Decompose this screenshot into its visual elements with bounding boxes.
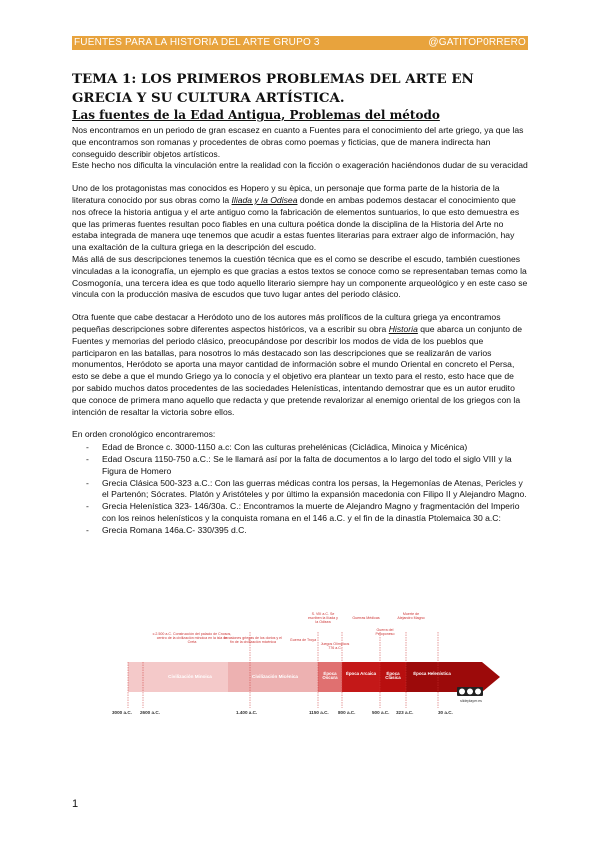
label-arcaica: Época Arcaica: [345, 671, 377, 676]
herodoto-text-b: que abarca un conjunto de Fuentes y memorias del periodo clásico, preocupándose por describir los modos de vida de los pueblos que participaron en las batallas, para nosotros lo más destacado son las descripciones que se realizarán de varios monumentos, Heródoto se aporta una mayor cantidad de información sobre el mundo Oriental en concreto el Persa, esto se debe a que el mundo Griego ya lo conocía y el objetivo era plantear un texto para el resto, esto hace que de por sabido muchos datos procedentes de las sociedades Helenísticas, intentando demostrar que es un autor erudito que conoce de primera mano aquello que redacta y que pretende revalorizar al enemigo oriental de los griegos con la intención de resaltar la victoria sobre ellos.: [72, 323, 523, 417]
section-subtitle: Las fuentes de la Edad Antigua, Problemas del método: [72, 108, 440, 122]
paragraph-herodoto: [72, 312, 528, 418]
label-helenistica: Época Helenística: [413, 671, 451, 676]
date-30: 30 a.C.: [438, 710, 453, 715]
date-500: 500 a.C.: [372, 710, 390, 715]
date-800: 800 a.C.: [338, 710, 356, 715]
segment-arcaica: [342, 662, 380, 692]
paragraph-technique: Más allá de sus descripciones tenemos la cuestión técnica que es el como se describe el escudo, también cuestiones vinculadas a la iconografía, un ejemplo es que gracias a estos textos se conoce como se representaban temas como la Cosmogonía, una tercera idea es que todo aquello literario siempre hay un componente arqueológico y en este caso se vincula con la producción masiva de escudos que tuvo lugar antes del periodo clásico.: [72, 253, 528, 300]
note-troya: Guerra de Troya: [289, 638, 317, 642]
header-author-handle: @GATITOP0RRERO: [428, 37, 526, 48]
date-1150: 1150 a.C.: [309, 710, 329, 715]
note-peloponeso: Guerra del Peloponeso: [375, 628, 395, 637]
list-item: - Grecia Romana 146a.C- 330/395 d.C.: [72, 525, 528, 537]
list-item: - Grecia Helenística 323- 146/30a. C.: Encontramos la muerte de Alejandro Magno y fragmentación del Imperio con los reinos helenísticos y la conquista romana en el 146 a.C. y el fin de la dinastía Ptolemaica 30 a.C:: [72, 501, 528, 525]
herodoto-text-a: Otra fuente que cabe destacar a Heródoto uno de los autores más prolíficos de la cultura griega ya encontramos pequeñas descripciones sobre diferentes aspectos históricos, va a escribir su obra: [72, 312, 501, 334]
paragraph-veracity: Este hecho nos dificulta la vinculación entre la realidad con la ficción o exageración haciéndonos dudar de su veracidad: [72, 160, 528, 171]
document-body: [72, 70, 528, 537]
source-credit: slideplayer.es: [460, 699, 482, 703]
list-item: - Edad de Bronce c. 3000-1150 a.c: Con las culturas prehelénicas (Cicládica, Minoica y Micénica): [72, 442, 528, 454]
page-header: [72, 36, 528, 50]
note-dorios: Invasiones griegas de los dorios y el fin de la civilización micénica: [224, 636, 282, 645]
date-3000: 3000 a.C.: [112, 710, 132, 715]
document-title: TEMA 1: LOS PRIMEROS PROBLEMAS DEL ARTE EN GRECIA Y SU CULTURA ARTÍSTICA.: [72, 71, 474, 106]
list-intro: En orden cronológico encontraremos:: [72, 429, 216, 440]
list-item: - Edad Oscura 1150-750 a.C.: Se le llamará así por la falta de documentos a lo largo del todo el siglo VIII y la Figura de Homero: [72, 454, 528, 478]
chronology-list: [72, 442, 528, 536]
historia-reference: Historia: [388, 323, 418, 334]
label-clasica: Época Clásica: [385, 671, 401, 681]
timeline-figure: [100, 612, 500, 722]
label-micenica: Civilización Micénica: [252, 674, 298, 679]
note-alejandro: Muerte de Alejandro Magno: [397, 612, 425, 621]
list-item: - Grecia Clásica 500-323 a.C.: Con las guerras médicas contra los persas, la Hegemonías de Atenas, Pericles y el Partenón; Sócrates. Platón y Aristóteles y por último la expansión macedonia con Filipo II y Alejandro Magno.: [72, 478, 528, 502]
paragraph-intro: Nos encontramos en un periodo de gran escasez en cuanto a Fuentes para el conocimiento del arte griego, ya que las que encontramos son romanas y procedentes de obras como poemas y ficticias, que de manera indirecta han conseguido describir objetos artísticos.: [72, 125, 524, 159]
note-cnosos: c.2.500 a.C. Construcción del palacio de Cnosos, centro de la civilización minoica en la isla de Creta: [152, 632, 232, 645]
segment-helenistica: [406, 662, 500, 692]
note-medicas: Guerras Médicas: [352, 616, 380, 620]
label-minoica: Civilización Minoica: [168, 674, 212, 679]
note-homero: S. VIII a.C. Se escriben la Ilíada y la Odisea: [308, 612, 338, 625]
date-2600: 2600 a.C.: [140, 710, 160, 715]
homero-text-a: Uno de los protagonistas mas conocidos es Hopero y su èpica, un personaje que forma parte de la historia de la literatura conocido por sus obras como la: [72, 183, 500, 205]
iliada-reference: Iliada y la Odisea: [231, 194, 298, 205]
date-323: 323 a.C.: [396, 710, 414, 715]
date-1400: 1.400 a.C.: [236, 710, 258, 715]
homero-text-b: donde en ambas podemos destacar el conocimiento que nos ofrece la historia antigua y el arte antiguo como la fabricación de elementos suntuarios, lo que esto demuestra es que las primeras fuentes resultan poco fiables en una cultura poética donde la disciplina de la Historia del Arte no estaba integrada de manera uqe tenemos que acudir a estas fuentes literarias para extraer algo de información, hay una exaltación de la cultura griega en la descripción del escudo.: [72, 194, 520, 253]
page-number: 1: [72, 798, 79, 810]
label-oscura: Época Oscura: [322, 671, 338, 681]
paragraph-homero: [72, 183, 528, 254]
note-olimpicos: Juegos Olímpicos 776 a.C.: [320, 642, 350, 651]
timeline-graphic: [100, 612, 500, 722]
header-course-title: FUENTES PARA LA HISTORIA DEL ARTE GRUPO 3: [74, 37, 320, 48]
